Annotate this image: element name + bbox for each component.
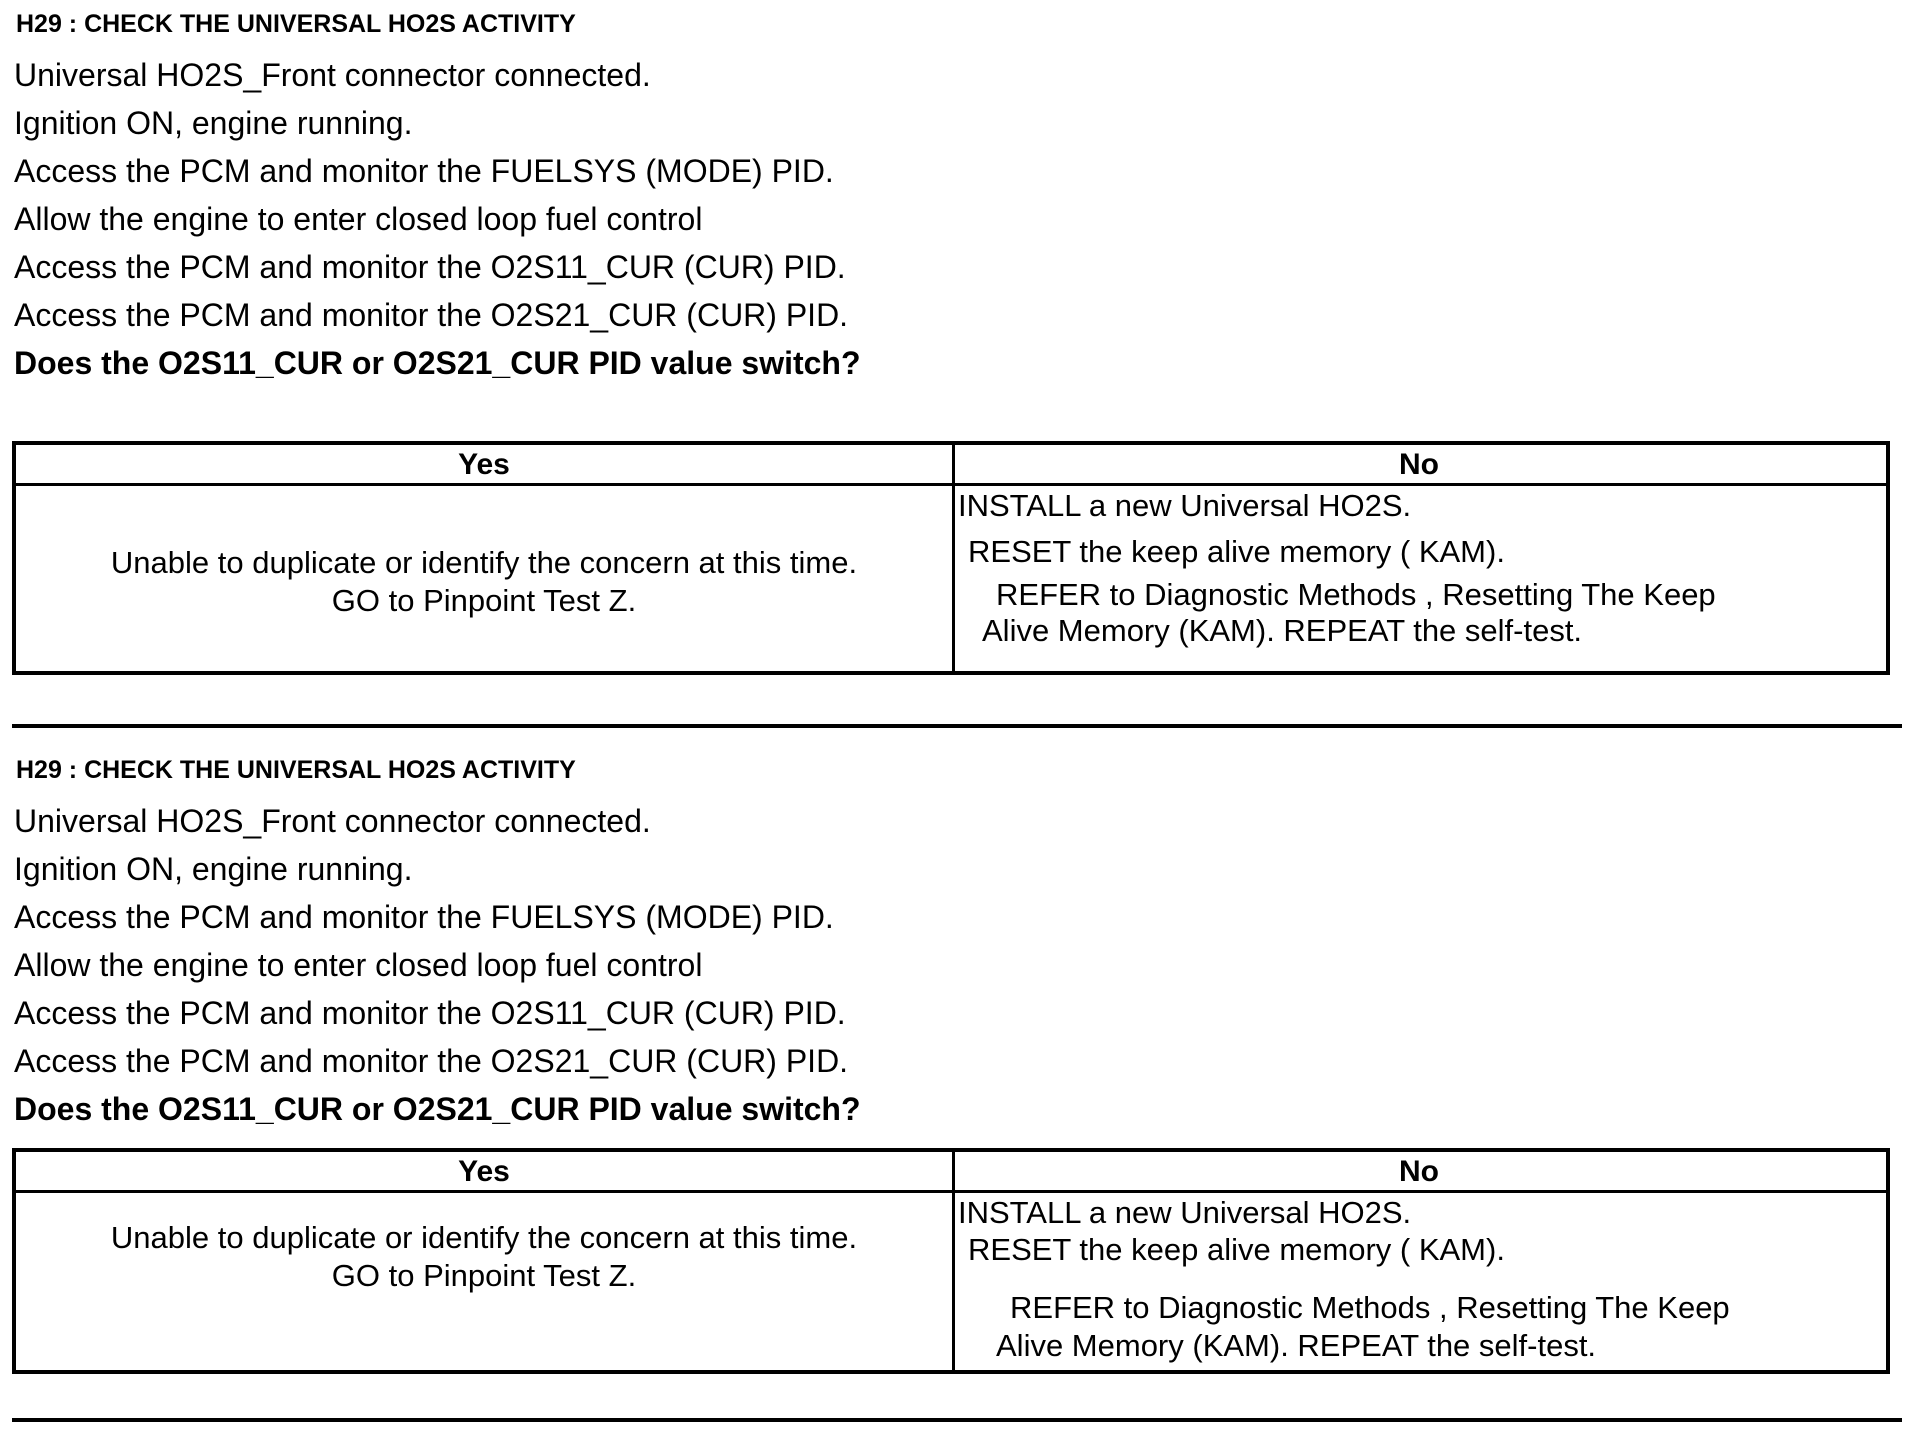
- column-divider: [952, 1152, 955, 1370]
- yes-cell-line: Unable to duplicate or identify the concern at this time.: [110, 545, 858, 580]
- no-header: No: [952, 1152, 1886, 1193]
- column-divider: [952, 445, 955, 671]
- instruction-line: Access the PCM and monitor the O2S21_CUR (CUR) PID.: [14, 297, 849, 333]
- section-divider: [12, 724, 1902, 728]
- instruction-line: Allow the engine to enter closed loop fuel control: [14, 947, 703, 983]
- yes-no-table: [12, 441, 1890, 675]
- instruction-line: Access the PCM and monitor the FUELSYS (MODE) PID.: [14, 899, 834, 935]
- no-cell-line: REFER to Diagnostic Methods , Resetting The Keep: [996, 577, 1716, 612]
- step-title: H29 : CHECK THE UNIVERSAL HO2S ACTIVITY: [16, 756, 576, 784]
- step-title: H29 : CHECK THE UNIVERSAL HO2S ACTIVITY: [16, 10, 576, 38]
- no-cell-line: Alive Memory (KAM). REPEAT the self-test.: [982, 613, 1583, 648]
- yes-header: Yes: [16, 445, 952, 486]
- question-text: Does the O2S11_CUR or O2S21_CUR PID value switch?: [14, 1091, 861, 1127]
- instruction-line: Ignition ON, engine running.: [14, 105, 413, 141]
- instruction-line: Ignition ON, engine running.: [14, 851, 413, 887]
- instruction-line: Access the PCM and monitor the O2S21_CUR (CUR) PID.: [14, 1043, 849, 1079]
- yes-cell-line: Unable to duplicate or identify the concern at this time.: [110, 1220, 858, 1255]
- instruction-line: Universal HO2S_Front connector connected.: [14, 803, 651, 839]
- question-text: Does the O2S11_CUR or O2S21_CUR PID value switch?: [14, 345, 861, 381]
- no-cell-line: RESET the keep alive memory ( KAM).: [968, 1232, 1505, 1267]
- no-header: No: [952, 445, 1886, 486]
- yes-header: Yes: [16, 1152, 952, 1193]
- instruction-line: Universal HO2S_Front connector connected.: [14, 57, 651, 93]
- instruction-line: Access the PCM and monitor the O2S11_CUR (CUR) PID.: [14, 249, 846, 285]
- instruction-line: Allow the engine to enter closed loop fuel control: [14, 201, 703, 237]
- instruction-line: Access the PCM and monitor the FUELSYS (MODE) PID.: [14, 153, 834, 189]
- no-cell-line: RESET the keep alive memory ( KAM).: [968, 534, 1505, 569]
- no-cell-line: INSTALL a new Universal HO2S.: [958, 488, 1412, 523]
- yes-cell-line: GO to Pinpoint Test Z.: [331, 1258, 637, 1293]
- instruction-line: Access the PCM and monitor the O2S11_CUR (CUR) PID.: [14, 995, 846, 1031]
- yes-cell-line: GO to Pinpoint Test Z.: [331, 583, 637, 618]
- section-divider: [12, 1418, 1902, 1422]
- no-cell-line: Alive Memory (KAM). REPEAT the self-test.: [996, 1328, 1597, 1363]
- yes-no-table: [12, 1148, 1890, 1374]
- no-cell-line: REFER to Diagnostic Methods , Resetting The Keep: [1010, 1290, 1730, 1325]
- no-cell-line: INSTALL a new Universal HO2S.: [958, 1195, 1412, 1230]
